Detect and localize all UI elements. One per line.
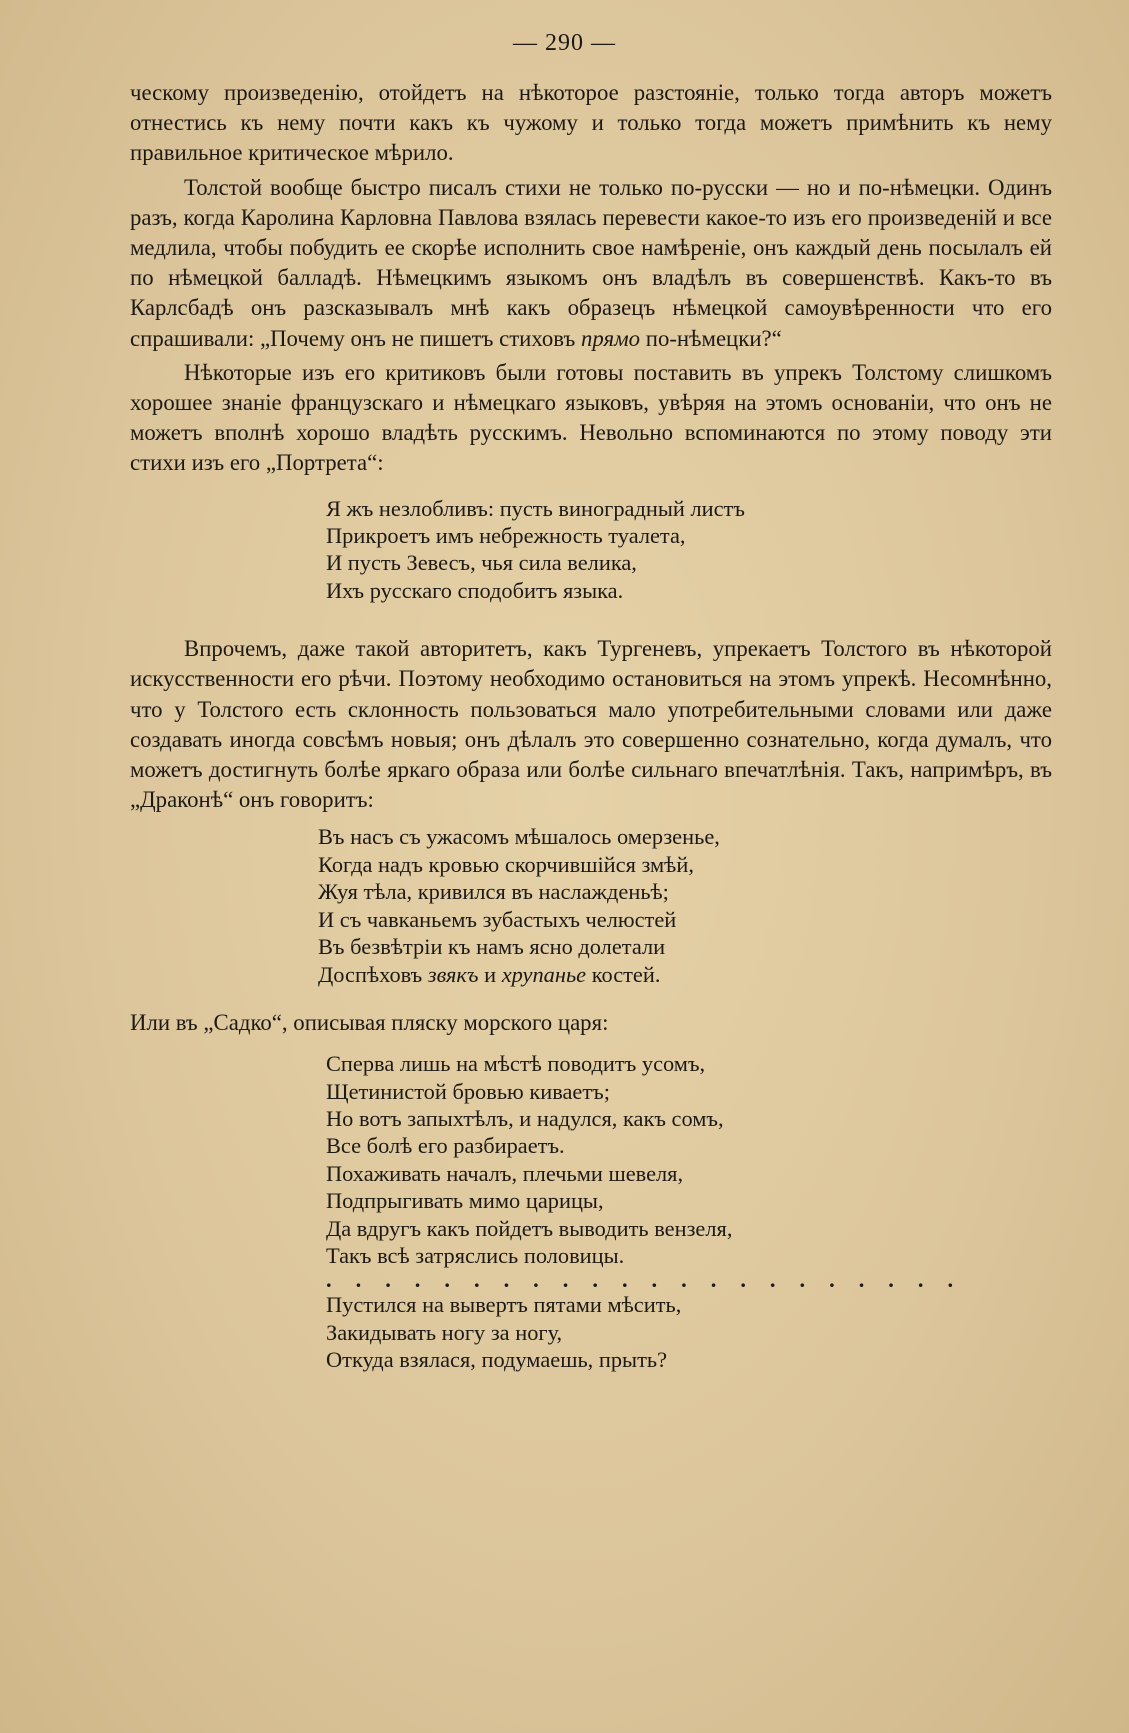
paragraph-5: Или въ „Садко“, описывая пляску морского царя: — [130, 1009, 609, 1035]
verse-line: Въ насъ съ ужасомъ мѣшалось омерзенье, — [318, 824, 720, 850]
verse-line: Да вдругъ какъ пойдетъ выводить вензеля, — [326, 1215, 733, 1241]
verse-portrait — [326, 495, 1052, 605]
page-number: — 290 — — [513, 30, 616, 56]
verse-ellipsis-dots: . . . . . . . . . . . . . . . . . . . . . . — [326, 1267, 963, 1293]
verse-line: Когда надъ кровью скорчившійся змѣй, — [318, 851, 694, 877]
verse-line: Щетинистой бровью киваетъ; — [326, 1078, 610, 1104]
verse-text: и — [478, 961, 502, 987]
verse-line: Откуда взялася, подумаешь, прыть? — [326, 1347, 668, 1373]
verse-line: Ихъ русскаго сподобитъ языка. — [326, 577, 624, 603]
paragraph-2-text: Толстой вообще быстро писалъ стихи не только по-русски — но и по-нѣмецки. Одинъ разъ, когда Каролина Карловна Павлова взялась перевести какое-то изъ его произведеній и все медлила, чтобы побудить ее скорѣе исполнить свое намѣреніе, онъ каждый день посылалъ ей по нѣмецкой балладѣ. Нѣмецкимъ языкомъ онъ владѣлъ въ совершенствѣ. Какъ-то въ Карлсбадѣ онъ разсказывалъ мнѣ какъ образецъ нѣмецкой самоувѣренности что его спрашивали: „Почему онъ не пишетъ стиховъ — [130, 174, 1052, 351]
verse-line: Все болѣ его разбираетъ. — [326, 1133, 565, 1159]
verse-line — [318, 961, 1052, 988]
paragraph-4: Впрочемъ, даже такой авторитетъ, какъ Тургеневъ, упрекаетъ Толстого въ нѣкоторой искусственности его рѣчи. Поэтому необходимо остановиться на этомъ упрекѣ. Несомнѣнно, что у Толстого есть склонность пользоваться мало употребительными словами или даже создавать иногда совсѣмъ новыя; онъ дѣлалъ это совершенно сознательно, когда думалъ, что можетъ достигнуть болѣе яркаго образа или болѣе сильнаго впечатлѣнія. Такъ, напримѣръ, въ „Драконѣ“ онъ говоритъ: — [130, 636, 1052, 813]
verse-line: Такъ всѣ затряслись половицы. — [326, 1242, 625, 1268]
verse-dragon — [318, 823, 1052, 987]
verse-line: Похаживать началъ, плечьми шевеля, — [326, 1160, 684, 1186]
verse-emphasis: хрупанье — [501, 961, 587, 987]
verse-line: И съ чавканьемъ зубастыхъ челюстей — [318, 906, 677, 932]
verse-sadko — [326, 1050, 1052, 1373]
verse-line: Подпрыгивать мимо царицы, — [326, 1188, 604, 1214]
verse-line: Жуя тѣла, кривился въ наслажденьѣ; — [318, 879, 669, 905]
verse-line: Сперва лишь на мѣстѣ поводитъ усомъ, — [326, 1051, 706, 1077]
paragraph-2 — [130, 173, 1052, 354]
verse-line: И пусть Зевесъ, чья сила велика, — [326, 550, 637, 576]
verse-line: Закидывать ногу за ногу, — [326, 1319, 563, 1345]
verse-emphasis: звякъ — [427, 961, 479, 987]
verse-line: Но вотъ запыхтѣлъ, и надулся, какъ сомъ, — [326, 1105, 724, 1131]
verse-line: Въ безвѣтріи къ намъ ясно долетали — [318, 934, 666, 960]
verse-text: костей. — [586, 961, 661, 987]
paragraph-1: ческому произведенію, отойдетъ на нѣкоторое разстояніе, только тогда авторъ можетъ отнестись къ нему почти какъ къ чужому и только тогда можетъ примѣнить къ нему правильное критическое мѣрило. — [130, 80, 1052, 166]
page-text — [130, 78, 1052, 1374]
verse-line: Я жъ незлобливъ: пусть виноградный листъ — [326, 495, 745, 521]
verse-text: Доспѣховъ — [318, 961, 428, 987]
paragraph-2-tail: по-нѣмецки?“ — [640, 325, 782, 351]
verse-line: Пустился на вывертъ пятами мѣсить, — [326, 1292, 682, 1318]
paragraph-2-emphasis: прямо — [581, 325, 641, 351]
verse-line: Прикроетъ имъ небрежность туалета, — [326, 523, 686, 549]
paragraph-3: Нѣкоторые изъ его критиковъ были готовы поставить въ упрекъ Толстому слишкомъ хорошее знаніе французскаго и нѣмецкаго языковъ, увѣряя на этомъ основаніи, что онъ не можетъ вполнѣ хорошо владѣть русскимъ. Невольно вспоминаются по этому поводу эти стихи изъ его „Портрета“: — [130, 359, 1052, 476]
